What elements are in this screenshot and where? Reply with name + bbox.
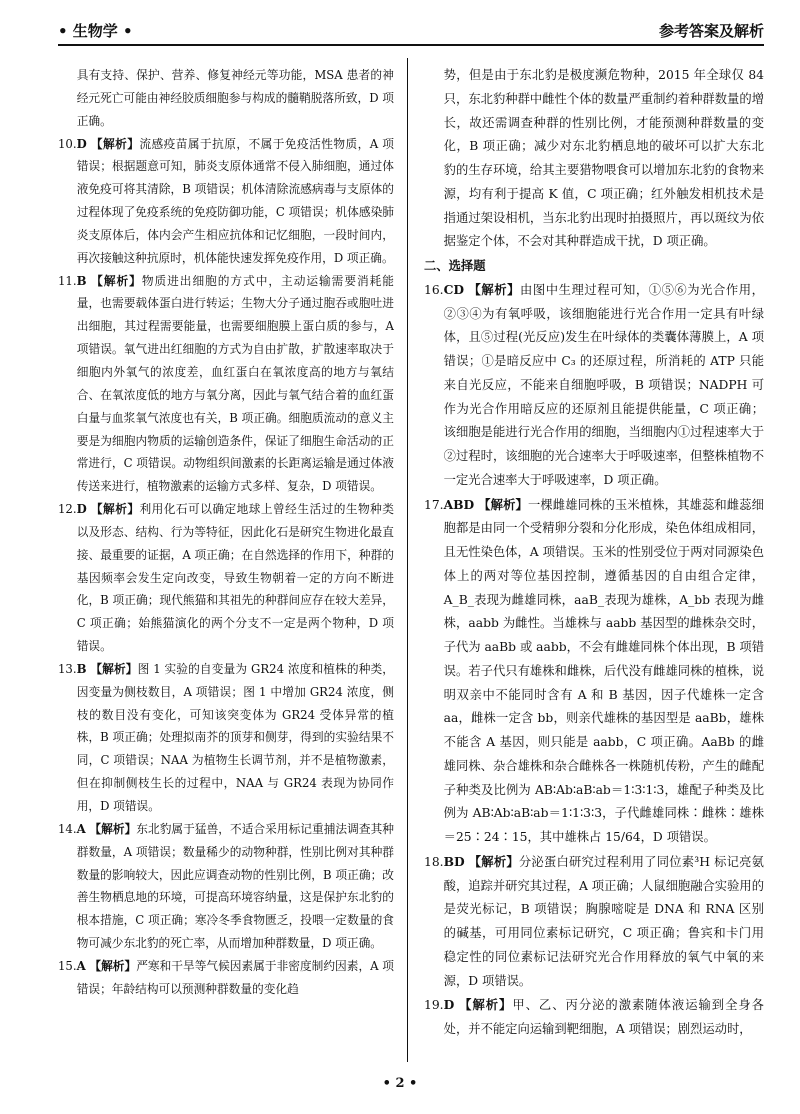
item-answer: B [76,273,87,288]
answer-item [58,270,394,498]
item-number: 16. [424,282,444,297]
item-number: 13. [58,661,77,676]
section-label: 参考答案及解析 [658,22,764,40]
section-heading: 二、选择题 [424,258,486,273]
item-answer: A [76,958,86,973]
item-number: 18. [424,854,444,869]
answer-item [58,133,394,270]
item-answer: D [76,136,87,151]
answer-item [58,498,394,658]
analysis-text: 流感疫苗属于抗原，不属于免疫活性物质，A 项错误；根据题意可知，肺炎支原体通常不侵入肺细胞，通过体液免疫可将其清除，B 项错误；机体清除流感病毒与支原体的过程体现了免疫系统的免疫防御功能，C 项错误；机体感染肺炎支原体后，体内会产生相应抗体和记忆细胞，一段时间内，再次接触这种抗原时，机体能快速发挥免疫作用，D 项正确。 [76,136,394,265]
analysis-text: 东北豹属于猛兽，不适合采用标记重捕法调查其种群数量，A 项错误；数量稀少的动物种群，性别比例对其种群数量的影响较大，因此应调查动物的性别比例，B 项正确；改善生物栖息地的环境，可提高环境容纳量，这是保护东北豹的根本措施，C 项正确；寒冷冬季食物匮乏，投喂一定数量的食物可减少东北豹的死亡率，从而增加种群数量，D 项正确。 [76,821,394,951]
item-number: 11. [58,273,77,288]
analysis-tag: 【解析】 [468,281,520,297]
continuation-text: 势，但是由于东北豹是极度濒危物种，2015 年全球仅 84 只，东北豹种群中雌性个体的数量严重制约着种群数量的增长，故还需调查种群的性别比例，才能预测种群数量的变化，B 项正确；减少对东北豹栖息地的破坏可以扩大东北豹的生存环境，给其主要猎物喂食可以增加东北豹的食物来源，均有利于提高 K 值，C 项正确；红外触发相机技术是指通过架设相机，当东北豹出现时拍摄照片，再以斑纹为依据鉴定个体，不会对其种群造成干扰，D 项正确。 [443,68,764,249]
item-answer: D [443,997,455,1013]
answer-item [58,818,394,955]
item-number: 12. [58,502,77,517]
item-answer: ABD [443,496,475,512]
item-number: 14. [58,821,77,836]
item-answer: BD [443,853,465,869]
item-answer: D [76,502,87,517]
item-number: 19. [424,998,444,1013]
analysis-text: 图 1 实验的自变量为 GR24 浓度和植株的种类，因变量为侧枝数目，A 项错误；图 1 中增加 GR24 浓度，侧枝的数目没有变化，可知该突变体为 GR24 受体异常的植株，B 项正确；处理拟南芥的顶芽和侧芽，得到的实验结果不同，C 项错误；NAA 为植物生长调节剂，并不是植物激素，但在抑制侧枝生长的过程中，NAA 与 GR24 表现为协同作用，D 项错误。 [76,661,394,813]
item-number: 10. [58,136,77,151]
analysis-tag: 【解析】 [89,821,137,836]
analysis-text: 物质进出细胞的方式中，主动运输需要消耗能量，也需要载体蛋白进行转运；生物大分子通过胞吞或胞吐进出细胞，其过程需要能量，也需要细胞膜上蛋白质的参与，A 项错误。氧气进出红细胞的方式为自由扩散，扩散速率取决于细胞内外氧气的浓度差，血红蛋白在氧浓度高的地方与氧结合、在氧浓度低的地方与氧分离，因此与氧气结合着的血红蛋白量与血浆氧气浓度也有关，B 项正确。细胞质流动的意义主要是为细胞内物质的运输创造条件，保证了细胞生命活动的正常进行，C 项错误。动物组织间激素的长距离运输是通过体液传送来进行，植物激素的运输方式多样、复杂，D 项错误。 [76,273,394,494]
analysis-text: 利用化石可以确定地球上曾经生活过的生物种类以及形态、结构、行为等特征，因此化石是研究生物进化最直接、最重要的证据，A 项正确；在自然选择的作用下，种群的基因频率会发生定向改变，导致生物朝着一定的方向不断进化，B 项正确；现代熊猫和其祖先的种群间应存在较大差异，C 项正确；始熊猫演化的两个分支不一定是两个物种，D 项错误。 [76,502,394,654]
item-answer: B [76,661,87,676]
analysis-tag: 【解析】 [90,136,140,151]
analysis-tag: 【解析】 [89,958,137,973]
analysis-text: 严寒和干旱等气候因素属于非密度制约因素，A 项错误；年龄结构可以预测种群数量的变化趋 [76,958,394,996]
page-number: • 2 • [382,1076,418,1091]
analysis-tag: 【解析】 [478,496,528,512]
analysis-text: 一棵雌雄同株的玉米植株，其雄蕊和雌蕊细胞都是由同一个受精卵分裂和分化形成，染色体组成相同，且无性染色体，A 项错误。玉米的性别受位于两对同源染色体上的两对等位基因控制，遵循基因的自由组合定律，A_B_表现为雌雄同株，aaB_表现为雄株，A_bb 表现为雌株，aabb 为雌性。当雄株与 aabb 基因型的雌株杂交时，子代为 aaBb 或 aabb，不会有雌雄同株个体出现，B 项错误。若子代只有雄株和雌株，后代没有雌雄同株的植株，说明双亲中不能同时含有 A 和 B 基因，因子代雄株一定含 aa，雌株一定含 bb，则亲代雄株的基因型是 aaBb，雄株不能含 A 基因，则只能是 aabb，C 项正确。AaBb 的雌雄同株、杂合雄株和杂合雌株各一株随机传粉，产生的雌配子种类及比例为 AB∶Ab∶aB∶ab＝1∶3∶1∶3，雄配子种类及比例为 AB∶Ab∶aB∶ab＝1∶1∶3∶3，子代雌雄同株∶雌株∶雄株＝25∶24∶15，其中雄株占 15/64，D 项错误。 [443,497,764,844]
analysis-tag: 【解析】 [91,273,142,288]
page-header [58,14,764,46]
item-number: 15. [58,958,77,973]
analysis-tag: 【解析】 [459,997,513,1013]
analysis-tag: 【解析】 [468,853,519,869]
left-column [58,64,394,1062]
analysis-text: 由图中生理过程可知，①⑤⑥为光合作用，②③④为有氧呼吸，该细胞能进行光合作用一定具有叶绿体，且⑤过程(光反应)发生在叶绿体的类囊体薄膜上，A 项错误；①是暗反应中 C₃ 的还原过程，所消耗的 ATP 只能来自光反应，不能来自细胞呼吸，B 项错误；NADPH 可作为光合作用暗反应的还原剂且能提供能量，C 项正确；该细胞是能进行光合作用的细胞，当细胞内①过程速率大于②过程时，该细胞的光合速率大于呼吸速率，但整株植物不一定光合速率大于呼吸速率，D 项正确。 [443,282,764,487]
continuation-text: 具有支持、保护、营养、修复神经元等功能，MSA 患者的神经元死亡可能由神经胶质细胞参与构成的髓鞘脱落所致，D 项正确。 [76,68,394,128]
item-number: 17. [424,497,444,512]
column-divider [407,58,408,1062]
subject-label: • 生物学 • [58,22,133,40]
answer-item [58,658,394,818]
answer-item [424,850,764,994]
answer-item [424,993,764,1042]
answer-item [424,278,764,493]
right-column [424,64,764,1062]
item-answer: A [76,821,86,836]
analysis-tag: 【解析】 [90,661,138,676]
analysis-tag: 【解析】 [90,502,140,517]
analysis-text: 甲、乙、丙分泌的激素随体液运输到全身各处，并不能定向运输到靶细胞，A 项错误；剧烈运动时， [443,998,764,1036]
answer-item [424,493,764,850]
answer-item [58,955,394,1001]
analysis-text: 分泌蛋白研究过程利用了同位素³H 标记亮氨酸，追踪并研究其过程，A 项正确；人鼠细胞融合实验用的是荧光标记，B 项错误；胸腺嘧啶是 DNA 和 RNA 区别的碱基，可用同位素标记研究，C 项正确；鲁宾和卡门用稳定性的同位素标记法研究光合作用释放的氧气中氧的来源，D 项错误。 [443,854,764,988]
item-answer: CD [443,281,465,297]
